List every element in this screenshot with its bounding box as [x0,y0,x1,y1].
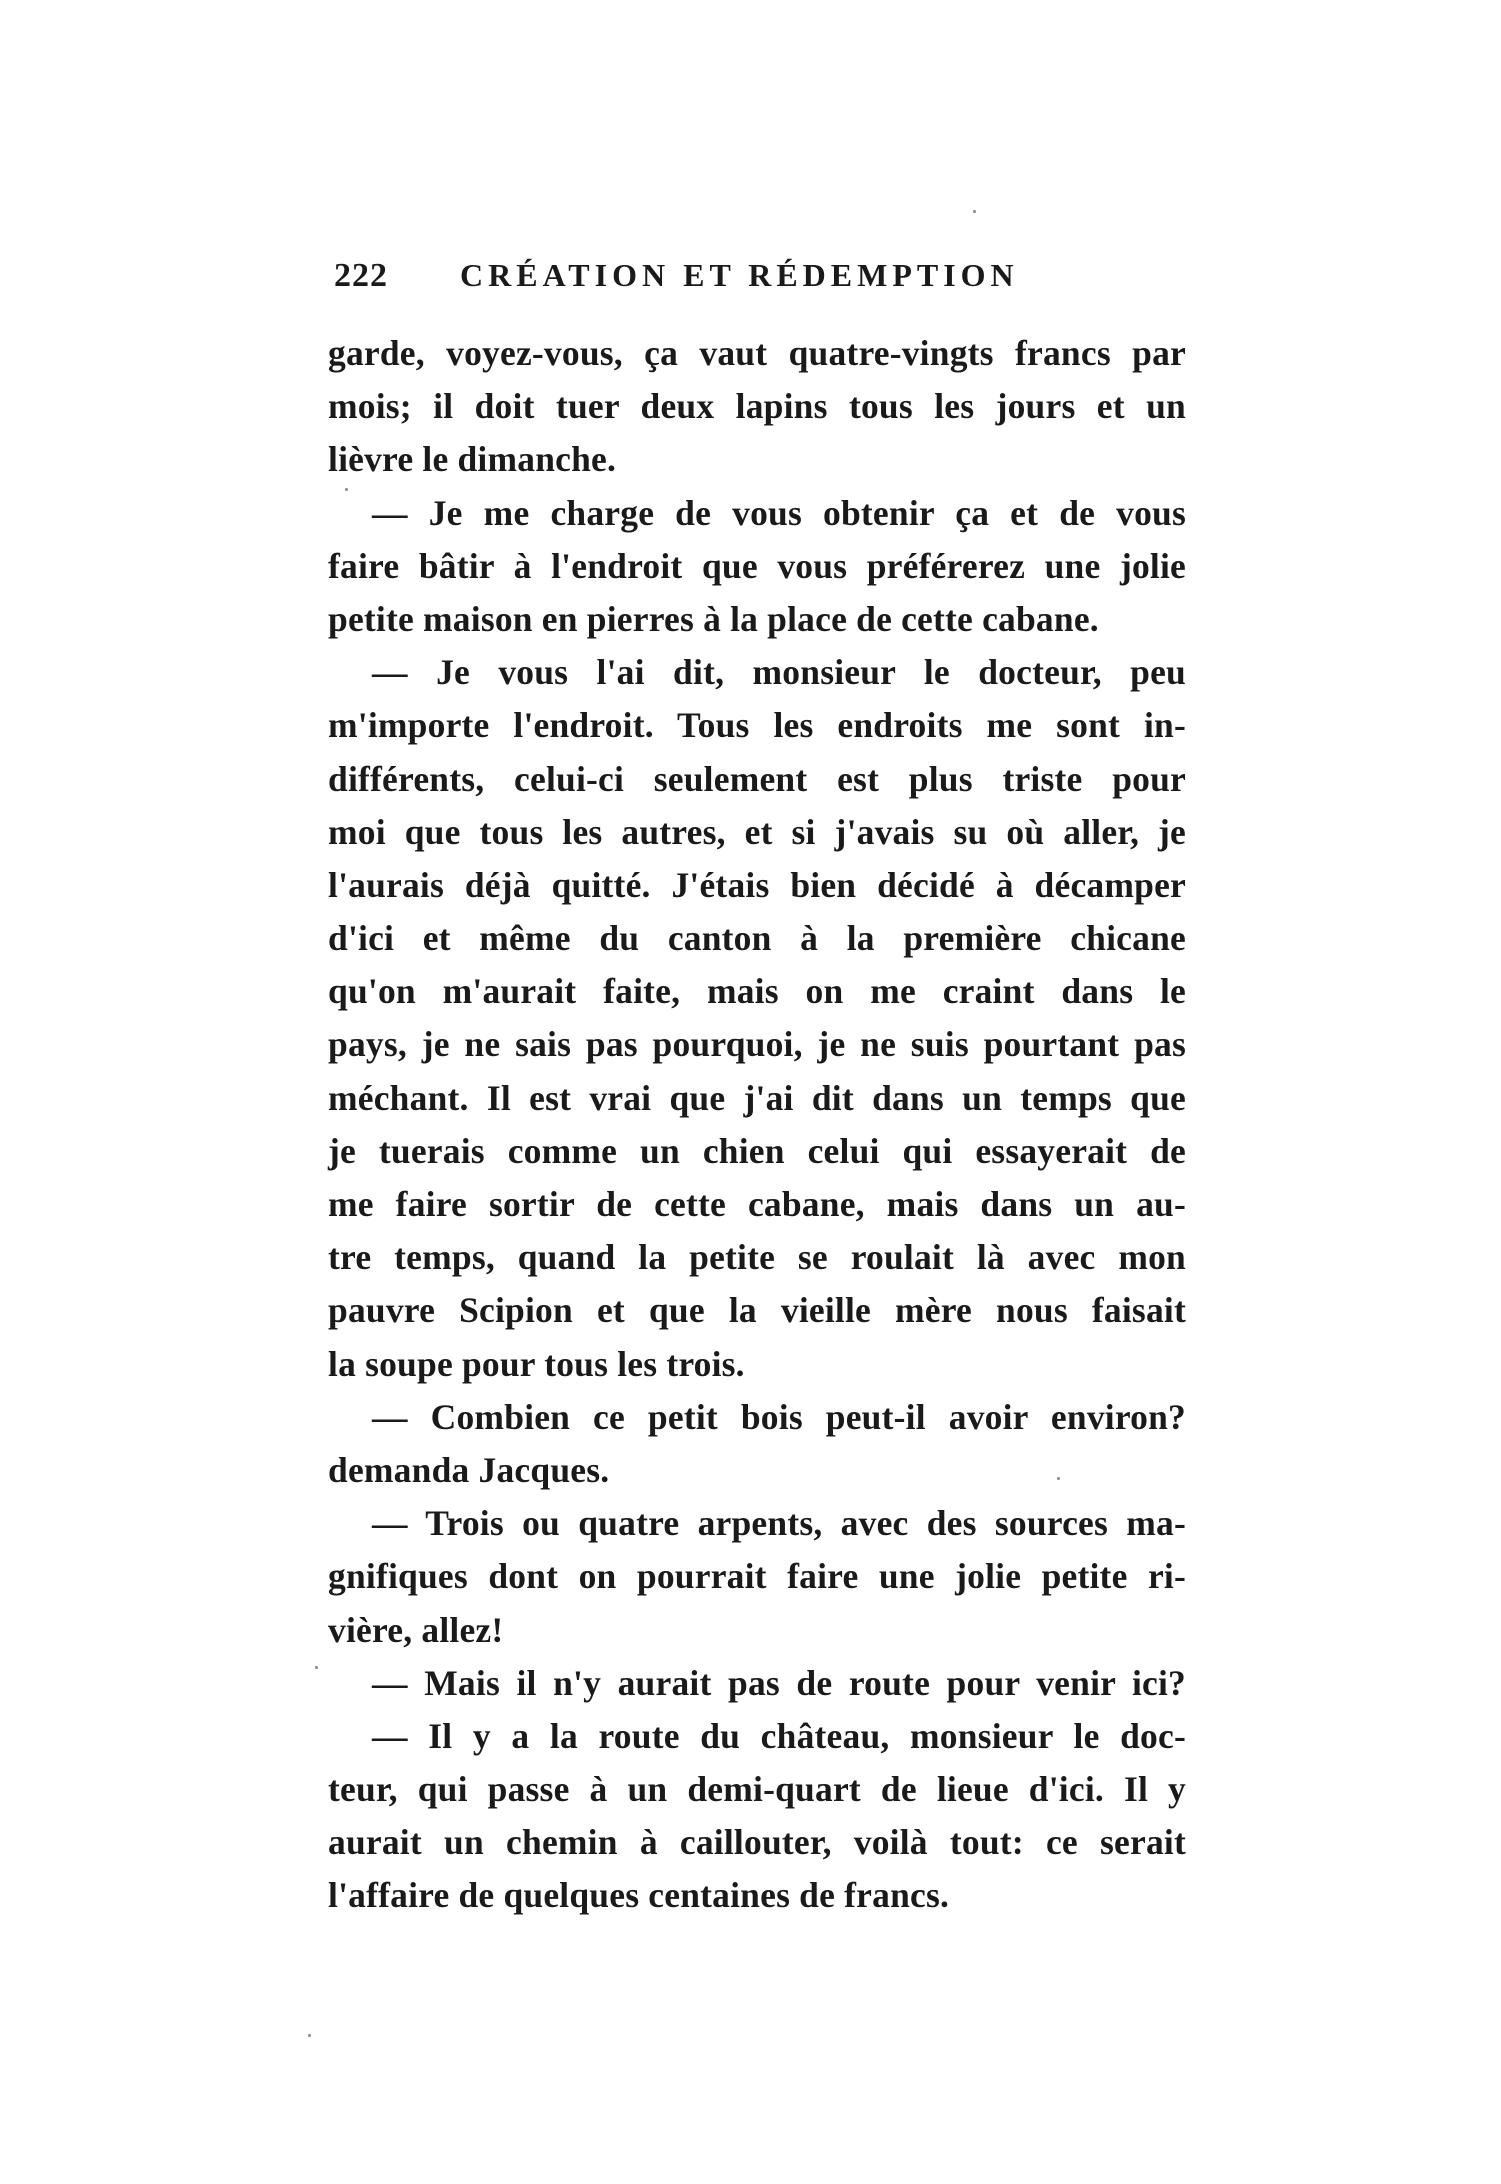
text-line: garde, voyez-vous, ça vaut quatre-vingts francs par [328,333,1186,373]
text-line: — Je vous l'ai dit, monsieur le docteur, peu [372,652,1186,693]
text-line: teur, qui passe à un demi-quart de lieue d'ici. Il y [328,1769,1186,1810]
text-line: méchant. Il est vrai que j'ai dit dans un temps que [328,1077,1186,1118]
text-line: différents, celui-ci seulement est plus triste pour [328,758,1186,799]
text-line: m'importe l'endroit. Tous les endroits me sont in- [328,705,1186,746]
text-line: mois; il doit tuer deux lapins tous les jours et un [328,386,1186,427]
text-line: je tuerais comme un chien celui qui essayerait de [328,1130,1186,1171]
text-line: la soupe pour tous les trois. [328,1343,745,1384]
text-line: gnifiques dont on pourrait faire une jolie petite ri- [328,1556,1186,1597]
text-line: tre temps, quand la petite se roulait là avec mon [328,1237,1186,1278]
text-line: — Trois ou quatre arpents, avec des sources ma- [372,1503,1186,1544]
speck [308,2034,311,2037]
text-line: — Mais il n'y aurait pas de route pour venir ici? [372,1662,1186,1703]
speck [315,1666,318,1669]
text-line: pays, je ne sais pas pourquoi, je ne suis pourtant pas [328,1024,1186,1065]
text-line: demanda Jacques. [328,1449,610,1490]
text-line: aurait un chemin à caillouter, voilà tout: ce serait [328,1822,1186,1863]
speck [345,488,348,491]
body-text [328,327,1186,1923]
text-line: l'affaire de quelques centaines de francs. [328,1875,950,1916]
text-line: petite maison en pierres à la place de cette cabane. [328,598,1099,639]
text-line: l'aurais déjà quitté. J'étais bien décidé à décamper [328,864,1186,905]
text-line: qu'on m'aurait faite, mais on me craint dans le [328,971,1186,1012]
text-line: d'ici et même du canton à la première chicane [328,918,1186,959]
text-line: pauvre Scipion et que la vieille mère nous faisait [328,1290,1186,1331]
text-line: me faire sortir de cette cabane, mais dans un au- [328,1184,1186,1224]
text-line: lièvre le dimanche. [328,439,617,480]
text-line: vière, allez! [328,1609,504,1650]
page-header [334,257,1174,307]
speck [973,210,976,213]
page-number: 222 [334,257,388,294]
text-line: moi que tous les autres, et si j'avais su où aller, je [328,811,1186,852]
text-line: — Combien ce petit bois peut-il avoir environ? [372,1396,1186,1437]
text-line: — Il y a la route du château, monsieur le doc- [372,1715,1186,1756]
speck [1057,1477,1060,1480]
running-head: CRÉATION ET RÉDEMPTION [460,257,1019,293]
text-line: faire bâtir à l'endroit que vous préférerez une jolie [328,545,1186,586]
text-line: — Je me charge de vous obtenir ça et de vous [372,492,1186,533]
